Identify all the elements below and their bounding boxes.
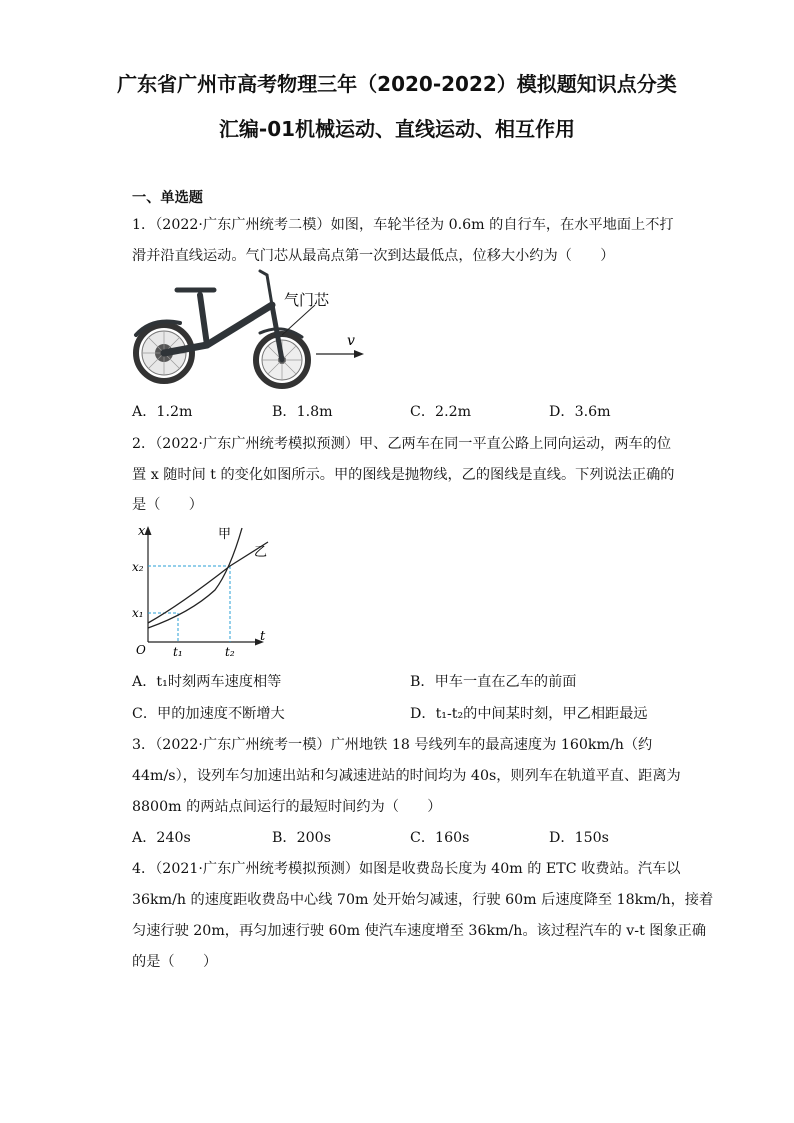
q3-option-b[interactable]: B．200s <box>272 830 331 846</box>
q3-option-d[interactable]: D．150s <box>549 830 609 846</box>
q3-text-line2: 44m/s），设列车匀加速出站和匀减速进站的时间均为 40s，则列车在轨道平直、距离为 <box>132 768 681 784</box>
q1-option-c[interactable]: C．2.2m <box>410 404 472 420</box>
q2-option-d[interactable]: D．t₁-t₂的中间某时刻，甲乙相距最远 <box>410 706 648 722</box>
curve-yi-label: 乙 <box>254 545 268 560</box>
q1-option-a[interactable]: A．1.2m <box>132 404 193 420</box>
q4-text-line4: 的是（ ） <box>132 954 218 970</box>
position-time-graph <box>130 520 280 660</box>
origin-label: O <box>136 643 146 657</box>
q3-text-line3: 8800m 的两站点间运行的最短时间约为（ ） <box>132 799 442 815</box>
y-axis-label: x <box>138 524 146 539</box>
x1-label: x₁ <box>132 606 144 620</box>
q3-option-a[interactable]: A．240s <box>132 830 191 846</box>
x2-label: x₂ <box>132 560 144 574</box>
t2-label: t₂ <box>225 645 235 659</box>
curve-yi-line <box>148 542 268 623</box>
q2-option-b[interactable]: B．甲车一直在乙车的前面 <box>410 674 577 690</box>
page-title-line1: 广东省广州市高考物理三年（2020-2022）模拟题知识点分类 <box>117 72 677 96</box>
section-heading: 一、单选题 <box>132 190 203 206</box>
q2-text-line2: 置 x 随时间 t 的变化如图所示。甲的图线是抛物线，乙的图线是直线。下列说法正确的 <box>132 467 675 483</box>
valve-pointer-line <box>282 305 315 335</box>
q1-option-b[interactable]: B．1.8m <box>272 404 333 420</box>
curve-jia-parabola <box>148 528 242 628</box>
q4-text-line2: 36km/h 的速度距收费岛中心线 70m 处开始匀减速，行驶 60m 后速度降至 18km/h，接着 <box>132 892 714 908</box>
valve-core-label: 气门芯 <box>284 291 330 309</box>
q1-text-line1: 1．（2022·广东广州统考二模）如图，车轮半径为 0.6m 的自行车，在水平地面上不打 <box>132 217 674 233</box>
q4-text-line3: 匀速行驶 20m，再匀加速行驶 60m 使汽车速度增至 36km/h。该过程汽车的 v-t 图象正确 <box>132 923 707 939</box>
x-axis-label: t <box>260 629 266 644</box>
q2-option-a[interactable]: A．t₁时刻两车速度相等 <box>132 674 282 690</box>
page-title-line2: 汇编-01机械运动、直线运动、相互作用 <box>218 117 576 141</box>
q2-option-c[interactable]: C．甲的加速度不断增大 <box>132 706 285 722</box>
q2-text-line3: 是（ ） <box>132 497 203 513</box>
t1-label: t₁ <box>173 645 183 659</box>
q3-option-c[interactable]: C．160s <box>410 830 470 846</box>
q1-option-d[interactable]: D．3.6m <box>549 404 611 420</box>
q4-text-line1: 4．（2021·广东广州统考模拟预测）如图是收费岛长度为 40m 的 ETC 收费站。汽车以 <box>132 861 681 877</box>
velocity-label: v <box>347 333 355 349</box>
velocity-arrowhead <box>354 350 364 358</box>
q3-text-line1: 3．（2022·广东广州统考一模）广州地铁 18 号线列车的最高速度为 160km/h（约 <box>132 737 653 753</box>
curve-jia-label: 甲 <box>218 527 232 542</box>
q1-text-line2: 滑并沿直线运动。气门芯从最高点第一次到达最低点，位移大小约为（ ） <box>132 248 615 264</box>
q2-text-line1: 2．（2022·广东广州统考模拟预测）甲、乙两车在同一平直公路上同向运动，两车的位 <box>132 436 672 452</box>
y-axis-arrowhead <box>145 526 152 535</box>
bicycle-figure <box>132 265 382 395</box>
